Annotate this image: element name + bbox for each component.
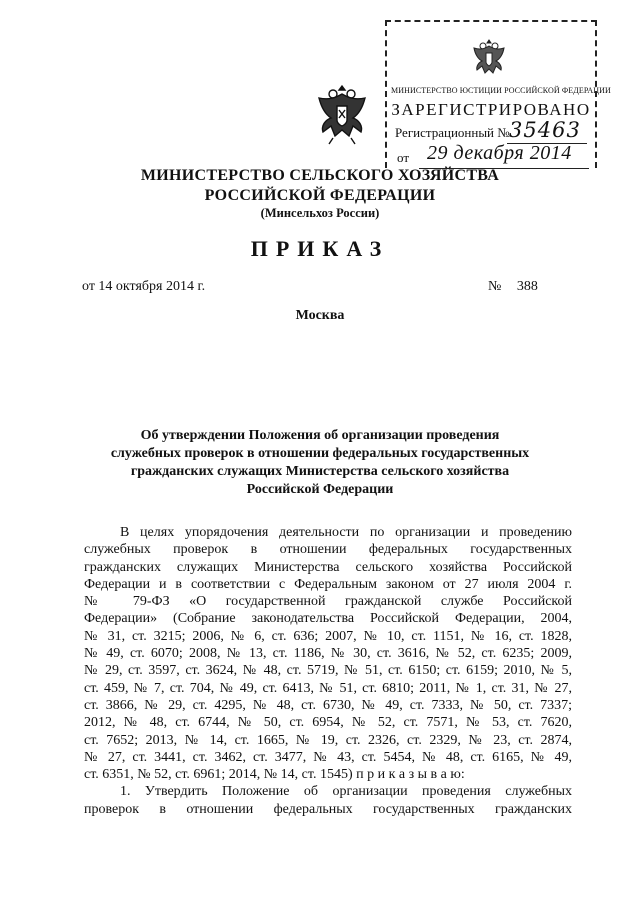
stamp-date-prefix: от bbox=[397, 150, 410, 165]
coat-of-arms-emblem bbox=[311, 80, 373, 148]
stamp-emblem-icon bbox=[469, 36, 509, 78]
body-line: 2012, № 48, ст. 6744, № 50, ст. 6954, № 52, ст. 7571, № 53, ст. 7620, bbox=[84, 715, 572, 731]
subject-line: Об утверждении Положения об организации проведения bbox=[140, 428, 500, 443]
subject-line: служебных проверок в отношении федеральных государственных bbox=[110, 446, 530, 461]
registration-stamp bbox=[385, 20, 611, 168]
body-line: Федерации и в соответствии с Федеральным законом от 27 июля 2004 г. bbox=[84, 576, 572, 592]
body-line: гражданских служащих Министерства сельского хозяйства Российской bbox=[84, 559, 572, 575]
ministry-short-name: (Минсельхоз России) bbox=[260, 206, 380, 220]
ministry-name-line2: РОССИЙСКОЙ ФЕДЕРАЦИИ bbox=[204, 187, 436, 204]
ministry-name-line1: МИНИСТЕРСТВО СЕЛЬСКОГО ХОЗЯЙСТВА bbox=[140, 167, 500, 184]
ministry-name bbox=[120, 166, 520, 206]
body-line: № 29, ст. 3597, ст. 3624, № 48, ст. 5719, № 51, ст. 6150; ст. 6159; 2010, № 5, bbox=[84, 663, 572, 679]
stamp-registered-label: ЗАРЕГИСТРИРОВАНО bbox=[391, 100, 591, 119]
body-line: ст. 6351, № 52, ст. 6961; 2014, № 14, ст. 1545) п р и к а з ы в а ю: bbox=[84, 767, 465, 783]
body-line: ст. 459, № 7, ст. 704, № 49, ст. 6413, № 51, ст. 6810; 2011, № 1, ст. 31, № 27, bbox=[84, 680, 572, 696]
body-line: № 49, ст. 6070; 2008, № 13, ст. 1186, № 30, ст. 3616, № 52, ст. 6235; 2009, bbox=[84, 646, 572, 662]
body-line: № 31, ст. 3215; 2006, № 6, ст. 636; 2007, № 10, ст. 1151, № 16, ст. 1828, bbox=[84, 628, 572, 644]
body-line: ст. 7652; 2013, № 14, ст. 1665, № 19, ст. 2326, ст. 2329, № 23, ст. 2874, bbox=[84, 732, 572, 748]
body-line: проверок в отношении федеральных государственных гражданских bbox=[84, 801, 572, 817]
order-subject bbox=[80, 427, 560, 499]
body-line: 1. Утвердить Положение об организации проведения служебных bbox=[120, 784, 572, 800]
body-line: ст. 3866, № 29, ст. 4295, № 48, ст. 6730, № 49, ст. 7333, № 50, ст. 7337; bbox=[84, 697, 572, 713]
order-date: от 14 октября 2014 г. bbox=[82, 279, 206, 294]
stamp-date-value: 29 декабря 2014 bbox=[427, 142, 572, 164]
order-title: ПРИКАЗ bbox=[250, 236, 390, 261]
order-city: Москва bbox=[295, 308, 345, 323]
subject-line: гражданских служащих Министерства сельского хозяйства bbox=[130, 464, 510, 479]
stamp-reg-number: 35463 bbox=[509, 118, 581, 142]
body-line: № 27, ст. 3441, ст. 3462, ст. 3477, № 43, ст. 5454, № 48, ст. 6165, № 49, bbox=[84, 749, 572, 765]
subject-line: Российской Федерации bbox=[246, 482, 394, 497]
order-number: № 388 bbox=[488, 279, 538, 294]
body-line: В целях упорядочения деятельности по организации и проведению bbox=[120, 525, 572, 540]
stamp-ministry-label: МИНИСТЕРСТВО ЮСТИЦИИ РОССИЙСКОЙ ФЕДЕРАЦИИ bbox=[391, 86, 611, 95]
body-line: служебных проверок в отношении федеральных государственных bbox=[84, 542, 572, 558]
order-body bbox=[84, 524, 572, 818]
body-line: Федерации» (Собрание законодательства Российской Федерации, 2004, bbox=[84, 611, 572, 627]
stamp-reg-label: Регистрационный № bbox=[395, 125, 510, 140]
body-line: № 79-ФЗ «О государственной гражданской службе Российской bbox=[84, 594, 572, 610]
